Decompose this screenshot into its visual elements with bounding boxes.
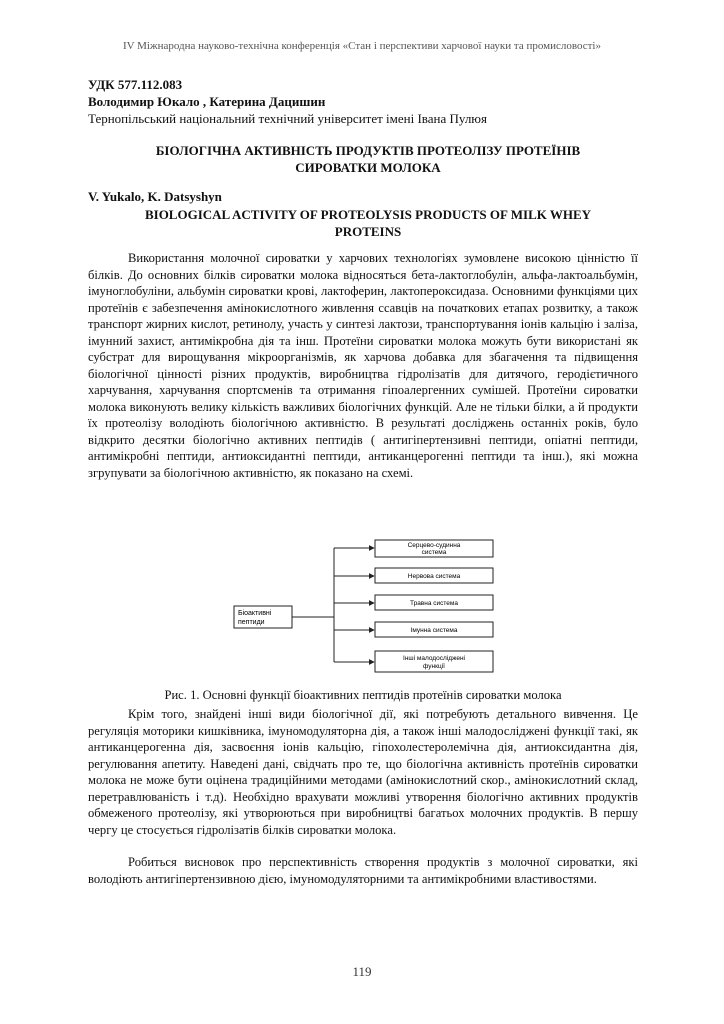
authors-en: V. Yukalo, K. Datsyshyn: [88, 189, 222, 204]
diagram-target-label: Нервова система: [407, 573, 461, 580]
article-meta: [88, 76, 648, 127]
paragraph-1: Використання молочної сироватки у харчових технологіях зумовлене високою цінністю її білків. До основних білків сироватки молока відносяться бета-лактоглобулін, альфа-лактоальбумін, імуноглобуліни, альбумін сироватки крові, лактоферин, лактопероксидаза. Основними функціями цих протеїнів є забезпечення амінокислотного живлення ссавців на початкових етапах розвитку, а також транспорт жирних кислот, ретинолу, участь у синтезі лактози, транспортування іонів кальцію і заліза, імунний захист, антимікробна дія та інш. Протеїни сироватки молока можуть бути використані як субстрат для вирощування мікроорганізмів, як харчова добавка для збагачення та підвищення біологічної цінності різних продуктів, виробництва гідролізатів для дитячого, геродієтичного харчування, харчування спортсменів та отримання гіпоалергенних сумішей. Протеїни сироватки молока виконують велику кількість важливих біологічних функцій. Але не тільки білки, а й продукти їх протеолізу володіють біологічною активністю. В результаті досліджень останніх років, було відкрито десятки біологічно активних пептидів ( антигіпертензивні пептиди, опіатні пептиди, антимікробні пептиди, антиоксидантні пептиди, антиканцерогенні пептиди та інш.), які можна згрупувати за біологічною активністю, як показано на схемі.: [88, 251, 638, 480]
diagram-target-label: Травна система: [409, 600, 459, 607]
authors-ua: Володимир Юкало , Катерина Дацишин: [88, 94, 326, 109]
title-en-line1: BIOLOGICAL ACTIVITY OF PROTEOLYSIS PRODUCTS OF MILK WHEY: [144, 207, 592, 222]
diagram-target-label: функції: [423, 663, 445, 670]
diagram-source-line2: пептиди: [238, 619, 265, 626]
udk-code: УДК 577.112.083: [88, 77, 183, 92]
diagram-target-label: Інші малодосліджені: [403, 655, 465, 662]
diagram-target-label: Імунна система: [410, 627, 458, 634]
title-en: [88, 206, 648, 240]
title-ua: [88, 142, 648, 176]
bioactive-peptides-diagram: [230, 538, 500, 676]
title-ua-line2: СИРОВАТКИ МОЛОКА: [295, 160, 441, 175]
conference-header: IV Міжнародна науково-технічна конференція «Стан і перспективи харчової науки та промисловості»: [122, 40, 601, 52]
diagram-source-line1: Біоактивні: [238, 610, 272, 617]
title-ua-line1: БІОЛОГІЧНА АКТИВНІСТЬ ПРОДУКТІВ ПРОТЕОЛІЗУ ПРОТЕЇНІВ: [155, 143, 581, 158]
diagram-target-label: Серцево-судинна: [407, 542, 461, 549]
figure-caption: Рис. 1. Основні функції біоактивних пептидів протеїнів сироватки молока: [164, 688, 562, 702]
paragraph-3: Робиться висновок про перспективність створення продуктів з молочної сироватки, які володіють антигіпертензивною дією, імуномодуляторними та антимікробними властивостями.: [88, 855, 638, 886]
diagram-target-label: система: [421, 549, 447, 556]
page-number: 119: [352, 964, 372, 979]
affiliation: Тернопільський національний технічний університет імені Івана Пулюя: [88, 111, 487, 126]
paragraph-2: Крім того, знайдені інші види біологічної дії, які потребують детального вивчення. Це регуляція моторики кишківника, імуномодуляторна дія, а також інші малодосліджені функції такі, як антиканцерогенна дія, засвоєння іонів кальцію, гіпохолестеролемічна дія, антиоксидантна дія, регулювання апетиту. Наведені дані, свідчать про те, що біологічна активність протеїнів сироватки молока не може бути оцінена традиційними методами (амінокислотний скор., амінокислотний склад, перетравлюваність і т.д). Необхідно врахувати можливі утворення біологічно активних продуктів обмеженого протеолізу, які утворюються при виробництві багатьох молочних продуктів. В першу чергу це стосується гідролізатів білків сироватки молока.: [88, 707, 638, 837]
title-en-line2: PROTEINS: [334, 224, 402, 239]
